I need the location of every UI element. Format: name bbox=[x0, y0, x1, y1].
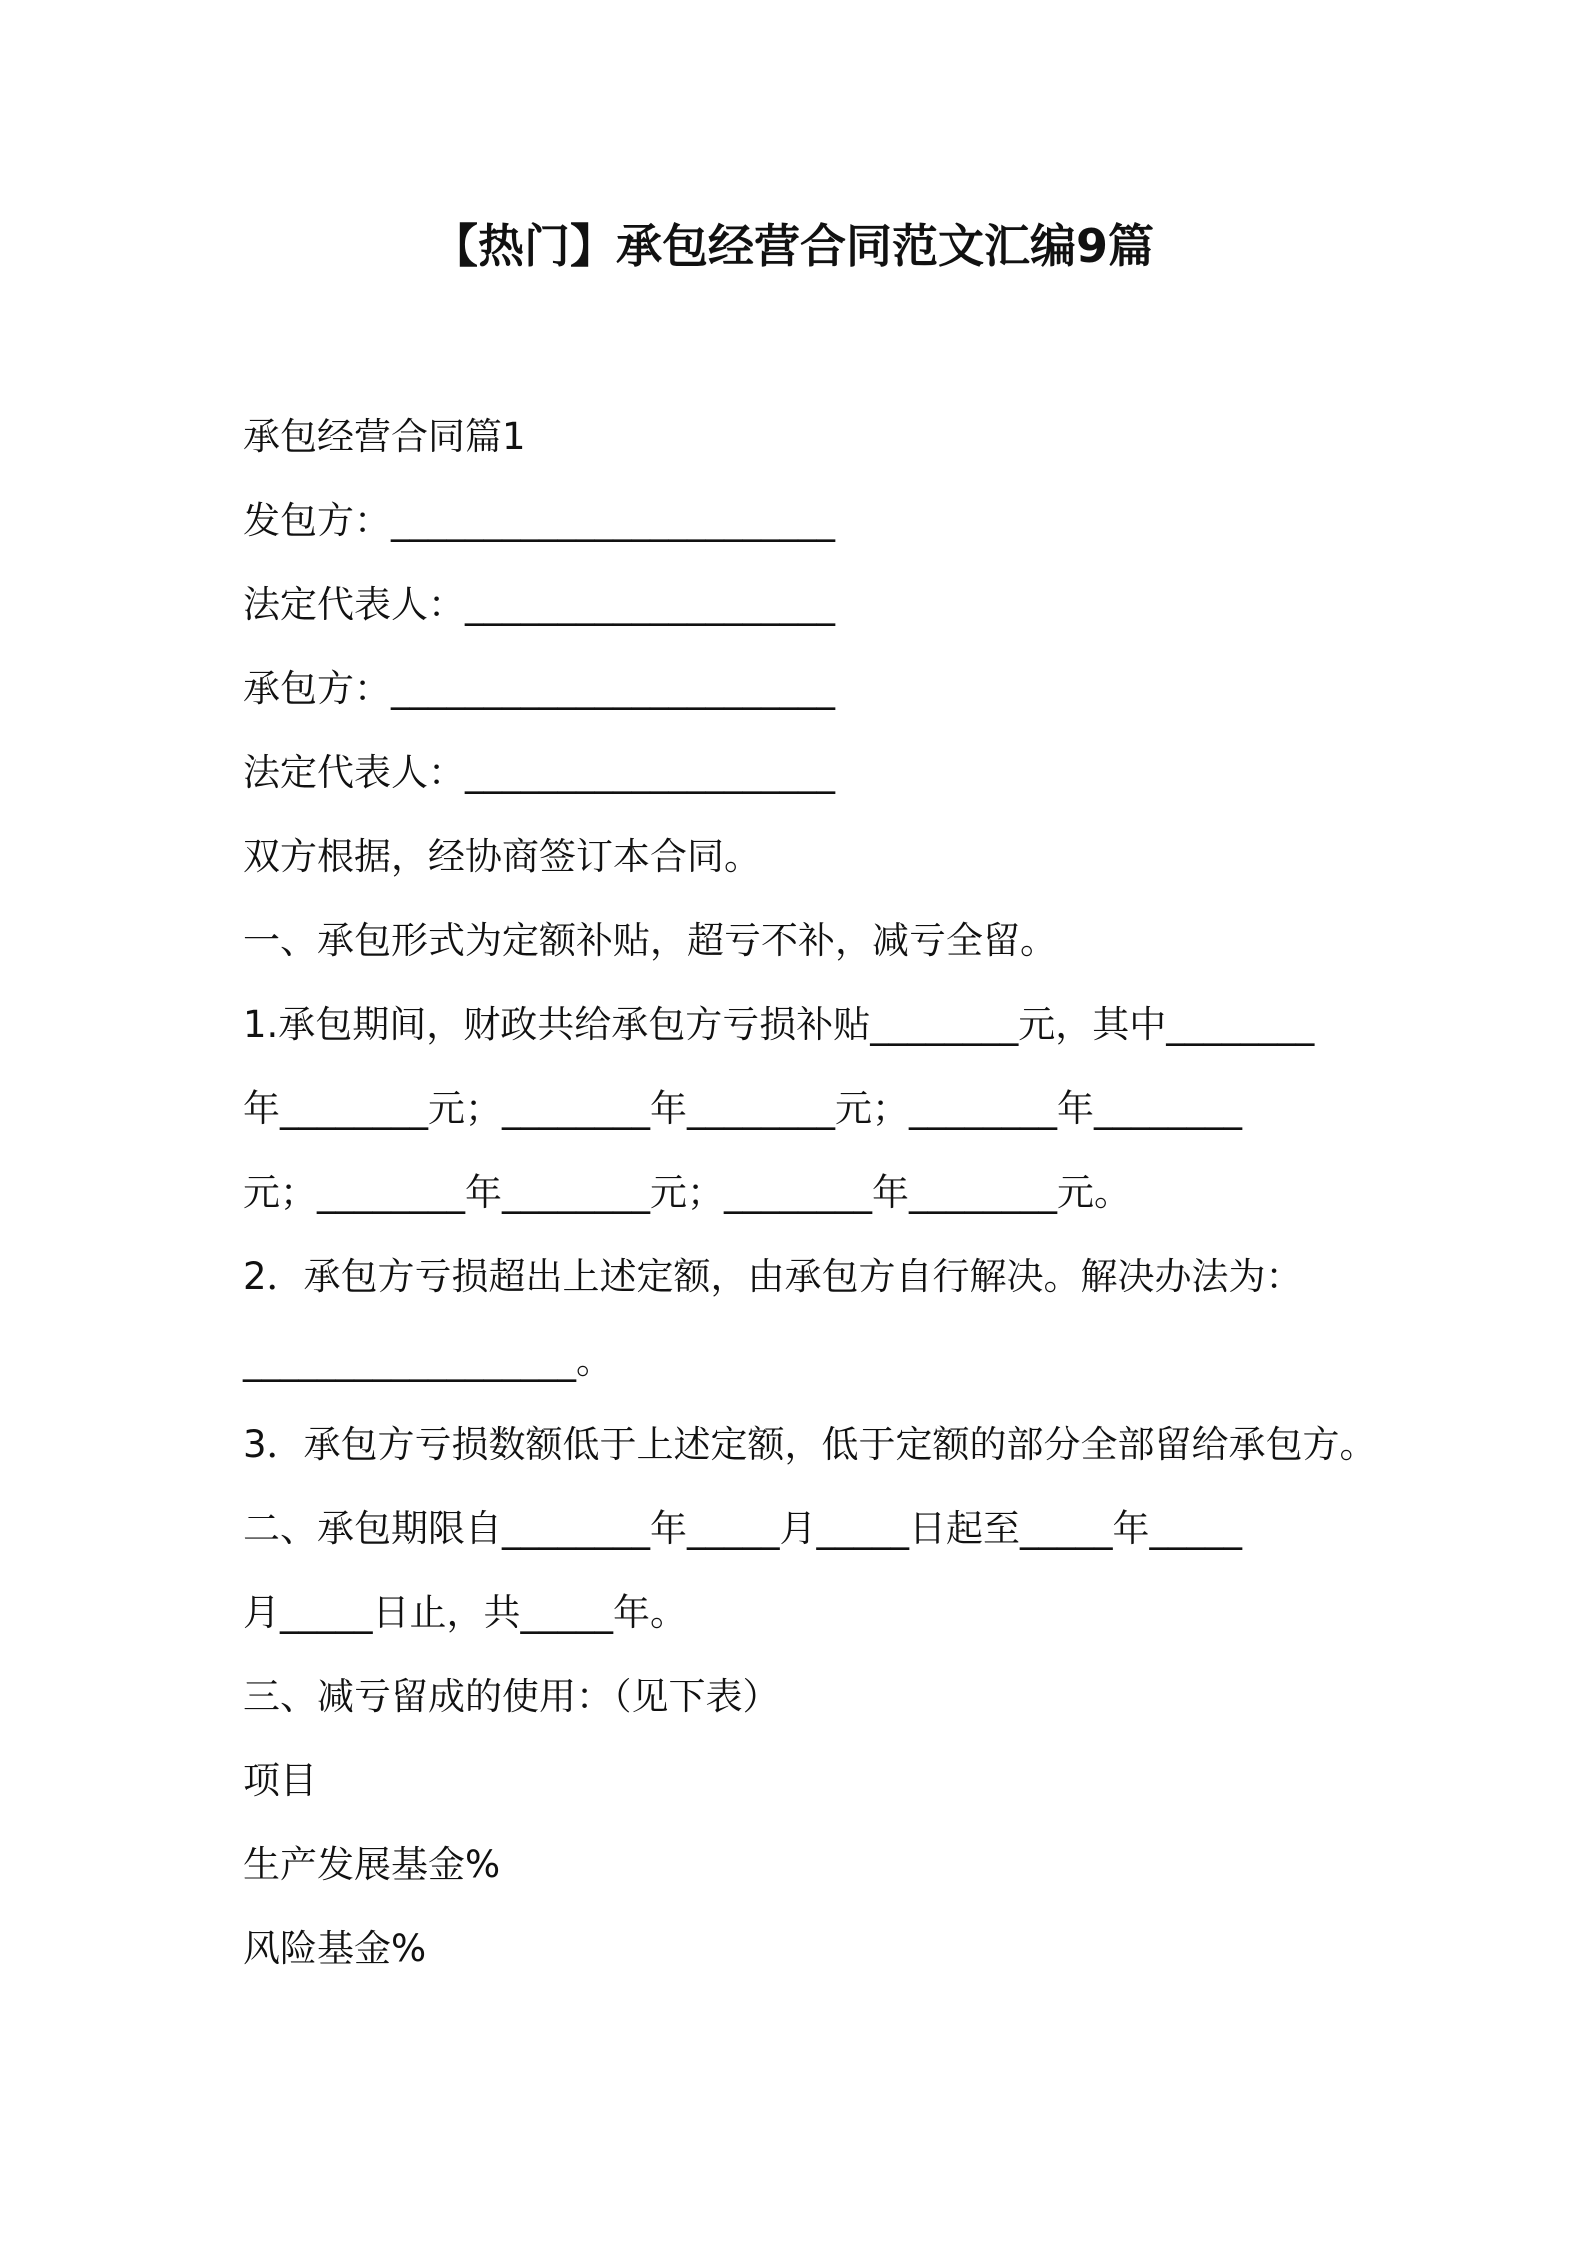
table-row-risk-fund: 风险基金% bbox=[243, 1927, 427, 1970]
clause-2-continued: 月_____日止，共_____年。 bbox=[243, 1591, 687, 1634]
party-b-representative-line: 法定代表人：____________________ bbox=[243, 751, 835, 794]
clause-1-heading: 一、承包形式为定额补贴，超亏不补，减亏全留。 bbox=[243, 919, 1057, 962]
clause-1-item-1-continued: 年________元；________年________元；________年________ bbox=[243, 1087, 1242, 1130]
party-b-line: 承包方：________________________ bbox=[243, 667, 835, 710]
table-header-item: 项目 bbox=[243, 1759, 317, 1802]
clause-1-item-1: 1.承包期间，财政共给承包方亏损补贴________元，其中________ bbox=[243, 1003, 1315, 1046]
agreement-statement: 双方根据，经协商签订本合同。 bbox=[243, 835, 761, 878]
party-a-line: 发包方：________________________ bbox=[243, 499, 835, 542]
clause-2-heading: 二、承包期限自________年_____月_____日起至_____年_____ bbox=[243, 1507, 1242, 1550]
document-title: 【热门】承包经营合同范文汇编9篇 bbox=[431, 219, 1154, 273]
party-a-representative-line: 法定代表人：____________________ bbox=[243, 583, 835, 626]
table-row-production-fund: 生产发展基金% bbox=[243, 1843, 501, 1886]
clause-3-heading: 三、减亏留成的使用：（见下表） bbox=[243, 1675, 780, 1718]
clause-1-item-1-continued-2: 元；________年________元；________年________元。 bbox=[243, 1171, 1131, 1214]
clause-1-item-2-continued: __________________。 bbox=[243, 1339, 613, 1382]
clause-1-item-2: 2．承包方亏损超出上述定额，由承包方自行解决。解决办法为： bbox=[243, 1255, 1303, 1298]
clause-1-item-3: 3．承包方亏损数额低于上述定额，低于定额的部分全部留给承包方。 bbox=[243, 1423, 1377, 1466]
section-heading: 承包经营合同篇1 bbox=[243, 415, 526, 458]
